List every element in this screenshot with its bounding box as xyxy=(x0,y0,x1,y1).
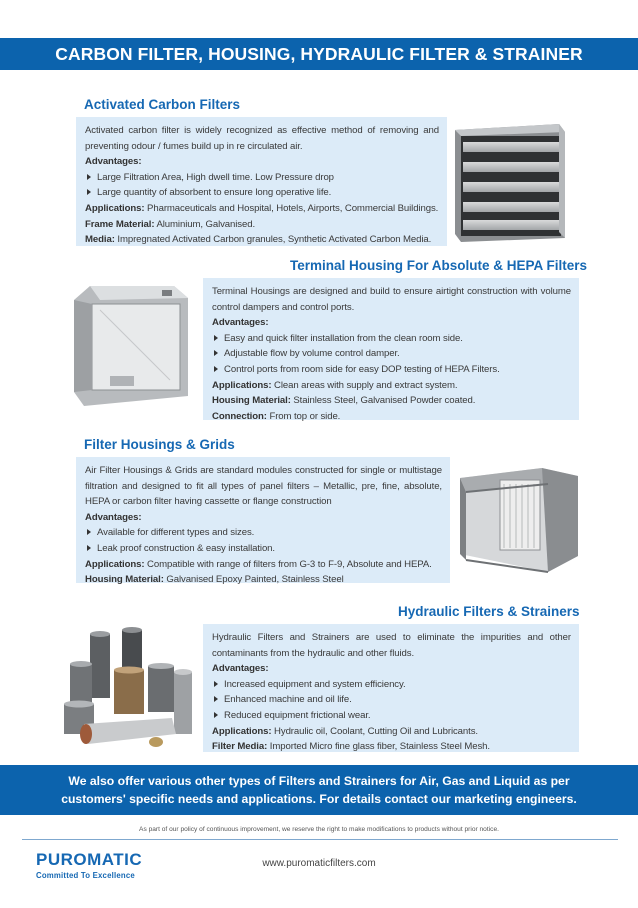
info-box-filter-housings xyxy=(76,457,450,586)
spec-value: Aluminium, Galvanised. xyxy=(156,218,256,230)
advantages-list xyxy=(212,677,571,724)
terminal-housing-image xyxy=(70,280,194,410)
spec-label: Filter Media: xyxy=(212,741,268,753)
list-item: Adjustable flow by volume control damper. xyxy=(212,346,571,362)
info-box-terminal-housing xyxy=(203,278,579,420)
list-item: Enhanced machine and oil life. xyxy=(212,692,571,708)
spec-value: Impregnated Activated Carbon granules, Synthetic Activated Carbon Media. xyxy=(117,234,432,246)
advantages-label: Advantages: xyxy=(85,156,142,168)
heading-activated-carbon-filters: Activated Carbon Filters xyxy=(84,97,241,112)
spec-value: Galvanised Epoxy Painted, Stainless Steel xyxy=(166,574,344,586)
spec-value: Imported Micro fine glass fiber, Stainless Steel Mesh. xyxy=(269,741,490,753)
policy-note: As part of our policy of continuous improvement, we reserve the right to make modifications to products without prior notice. xyxy=(139,826,499,833)
footer-divider xyxy=(22,839,618,840)
spec-value: Hydraulic oil, Coolant, Cutting Oil and Lubricants. xyxy=(274,725,478,737)
page-title: CARBON FILTER, HOUSING, HYDRAULIC FILTER & STRAINER xyxy=(55,44,583,64)
list-item: Large quantity of absorbent to ensure long operative life. xyxy=(85,185,439,201)
advantages-label: Advantages: xyxy=(85,511,142,523)
info-box-hydraulic-filters xyxy=(203,624,579,752)
spec-label: Applications: xyxy=(212,725,272,737)
spec-housing-material xyxy=(212,393,571,409)
brand-tagline: Committed To Excellence xyxy=(36,871,135,880)
description: Terminal Housings are designed and build to ensure airtight construction with volume control dampers and control ports. xyxy=(212,286,571,313)
advantages-label: Advantages: xyxy=(212,317,269,329)
spec-applications xyxy=(212,378,571,394)
spec-applications xyxy=(212,724,571,740)
list-item: Increased equipment and system efficiency. xyxy=(212,677,571,693)
spec-value: Compatible with range of filters from G-3 to F-9, Absolute and HEPA. xyxy=(147,558,432,570)
title-bar xyxy=(0,38,638,70)
spec-filter-media xyxy=(212,739,571,755)
spec-label: Applications: xyxy=(212,379,272,391)
offer-banner xyxy=(0,765,638,815)
list-item: Available for different types and sizes. xyxy=(85,525,442,541)
spec-value: Pharmaceuticals and Hospital, Hotels, Airports, Commercial Buildings. xyxy=(147,202,439,214)
advantages-label: Advantages: xyxy=(212,663,269,675)
spec-label: Frame Material: xyxy=(85,218,155,230)
spec-label: Applications: xyxy=(85,558,145,570)
spec-label: Housing Material: xyxy=(85,574,164,586)
activated-carbon-filter-image xyxy=(449,120,571,244)
list-item: Leak proof construction & easy installation. xyxy=(85,541,442,557)
list-item: Control ports from room side for easy DOP testing of HEPA Filters. xyxy=(212,362,571,378)
description: Air Filter Housings & Grids are standard modules constructed for single or multistage filtration and designed to fit all types of panel filters – Metallic, pre, fine, absolute, HEPA or carbon filter having cassette or flange construction xyxy=(85,465,442,508)
list-item: Easy and quick filter installation from the clean room side. xyxy=(212,331,571,347)
spec-housing-material xyxy=(85,572,442,588)
description: Activated carbon filter is widely recognized as effective method of removing and preventing odour / fumes build up in re circulated air. xyxy=(85,125,439,152)
spec-applications xyxy=(85,201,439,217)
advantages-list xyxy=(85,525,442,556)
heading-terminal-housing: Terminal Housing For Absolute & HEPA Filters xyxy=(290,258,588,273)
advantages-list xyxy=(85,170,439,201)
heading-filter-housings-grids: Filter Housings & Grids xyxy=(84,437,235,452)
spec-frame-material xyxy=(85,217,439,233)
filter-housing-grid-image xyxy=(452,464,582,576)
spec-value: From top or side. xyxy=(269,410,341,422)
spec-label: Media: xyxy=(85,234,115,246)
description: Hydraulic Filters and Strainers are used to eliminate the impurities and other contaminants from the hydraulic and other fluids. xyxy=(212,632,571,659)
website-link[interactable]: www.puromaticfilters.com xyxy=(262,858,376,869)
spec-label: Applications: xyxy=(85,202,145,214)
hydraulic-filters-image xyxy=(64,626,200,754)
spec-label: Connection: xyxy=(212,410,267,422)
list-item: Large Filtration Area, High dwell time. Low Pressure drop xyxy=(85,170,439,186)
spec-value: Clean areas with supply and extract system. xyxy=(274,379,458,391)
offer-text: We also offer various other types of Filters and Strainers for Air, Gas and Liquid as per customers' specific needs and applications. For details contact our marketing engineers. xyxy=(61,774,577,806)
spec-value: Stainless Steel, Galvanised Powder coated. xyxy=(293,395,476,407)
brand-name: PUROMATIC xyxy=(36,850,143,869)
heading-hydraulic-filters-strainers: Hydraulic Filters & Strainers xyxy=(398,604,580,619)
advantages-list xyxy=(212,331,571,378)
spec-connection xyxy=(212,409,571,425)
spec-applications xyxy=(85,557,442,573)
info-box-activated-carbon xyxy=(76,117,447,246)
list-item: Reduced equipment frictional wear. xyxy=(212,708,571,724)
spec-media xyxy=(85,232,439,248)
spec-label: Housing Material: xyxy=(212,395,291,407)
